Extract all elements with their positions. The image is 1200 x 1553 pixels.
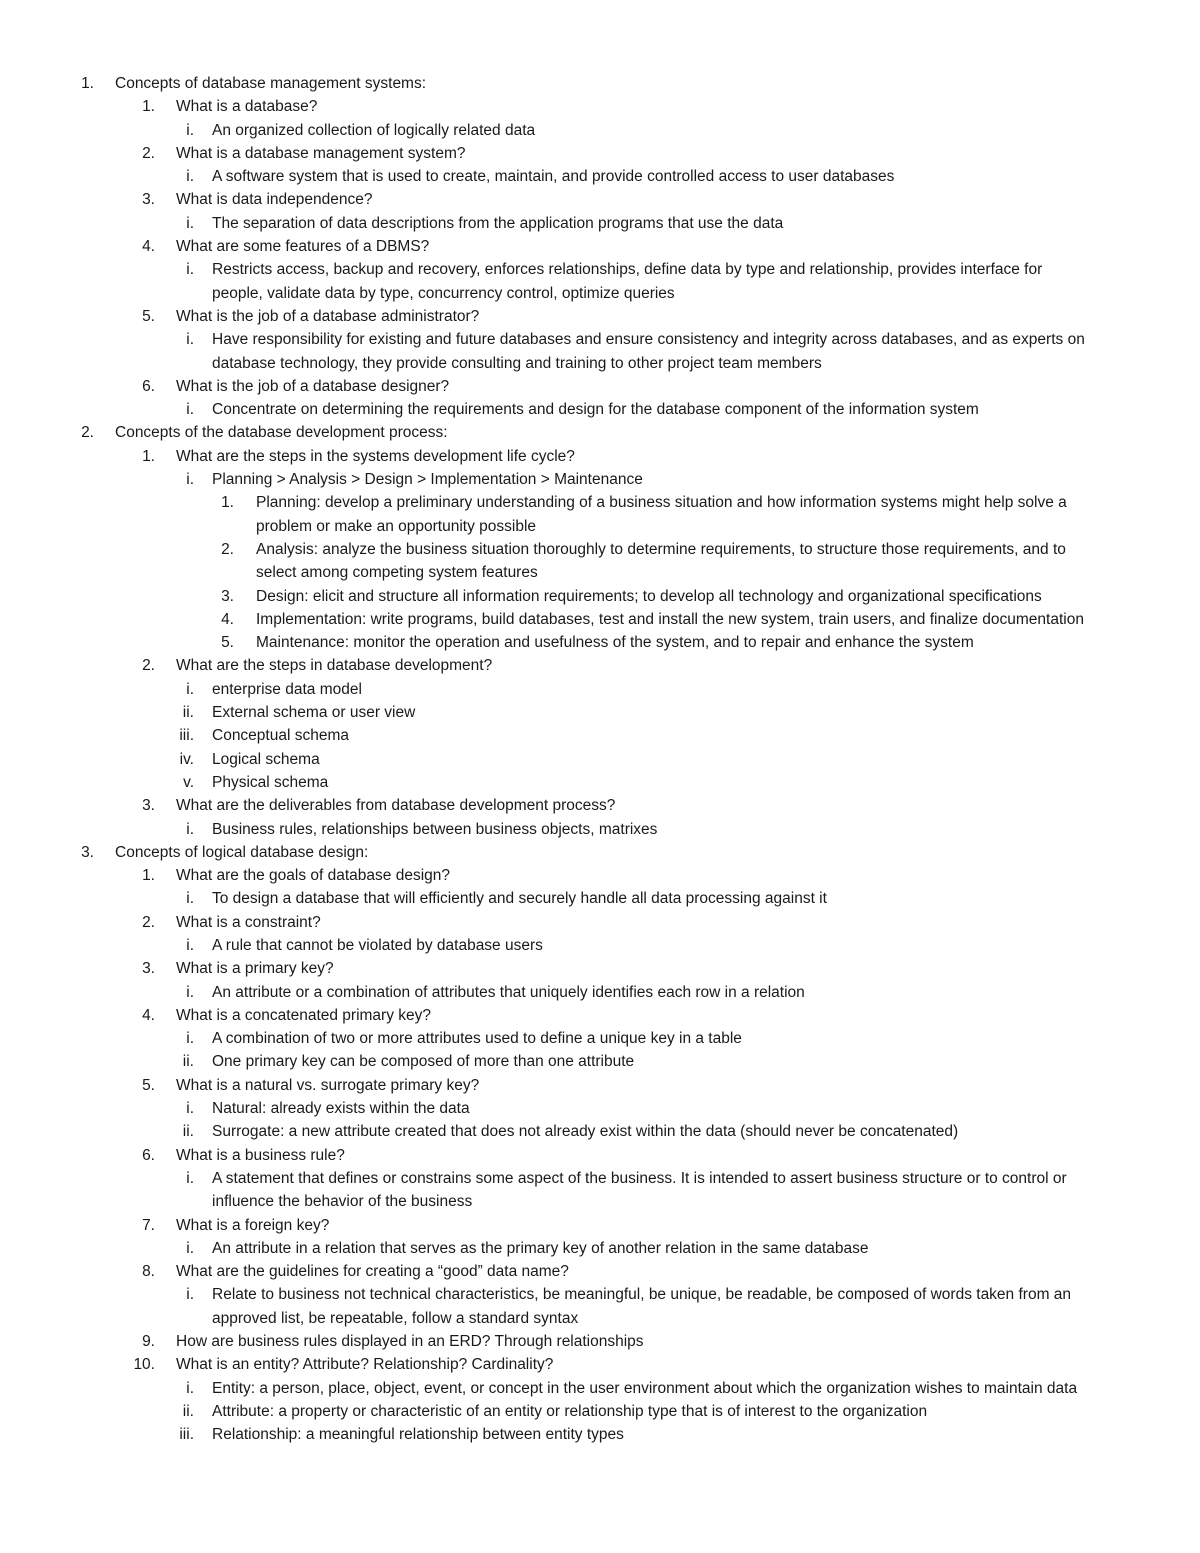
list-marker: iii. (179, 1426, 194, 1444)
list-marker: 2. (142, 657, 155, 675)
question-item-text: What are the steps in database development? (176, 657, 493, 675)
answer-item-text: External schema or user view (212, 704, 416, 722)
question-item (0, 794, 1200, 817)
list-marker: i. (186, 331, 194, 349)
answer-item (0, 1237, 1200, 1260)
sub-answer-item (0, 515, 1200, 538)
answer-item-text: people, validate data by type, concurrency control, optimize queries (212, 284, 675, 302)
list-marker: i. (186, 1100, 194, 1118)
answer-item (0, 1050, 1200, 1073)
list-marker: 3. (221, 587, 234, 605)
sub-answer-item-text: Planning: develop a preliminary understanding of a business situation and how information systems might help solve a (256, 494, 1067, 512)
answer-item-text: Planning > Analysis > Design > Implementation > Maintenance (212, 471, 643, 489)
question-item (0, 654, 1200, 677)
section-heading-text: Concepts of the database development process: (115, 424, 448, 442)
sub-answer-item (0, 538, 1200, 561)
answer-item (0, 328, 1200, 351)
answer-item-text: Attribute: a property or characteristic of an entity or relationship type that is of interest to the organization (212, 1402, 928, 1420)
question-item (0, 1074, 1200, 1097)
list-marker: 5. (142, 307, 155, 325)
sub-answer-item (0, 608, 1200, 631)
list-marker: 6. (142, 1146, 155, 1164)
list-marker: 5. (221, 634, 234, 652)
question-item-text: How are business rules displayed in an ERD? Through relationships (176, 1333, 644, 1351)
sub-answer-item (0, 631, 1200, 654)
list-marker: ii. (182, 704, 194, 722)
question-item (0, 188, 1200, 211)
answer-item-text: A rule that cannot be violated by database users (212, 936, 543, 954)
list-marker: iv. (179, 750, 194, 768)
sub-answer-item-text: Implementation: write programs, build databases, test and install the new system, train users, and finalize documentation (256, 610, 1084, 628)
answer-item-text: Physical schema (212, 773, 329, 791)
section-heading (0, 421, 1200, 444)
question-item (0, 142, 1200, 165)
answer-item-text: One primary key can be composed of more than one attribute (212, 1053, 635, 1071)
list-marker: 3. (142, 191, 155, 209)
answer-item-text: database technology, they provide consulting and training to other project team members (212, 354, 822, 372)
sub-answer-item-text: Analysis: analyze the business situation thoroughly to determine requirements, to structure those requirements, and to (256, 540, 1066, 558)
answer-item (0, 1120, 1200, 1143)
answer-item-text: Restricts access, backup and recovery, enforces relationships, define data by type and relationship, provides interface for (212, 261, 1043, 279)
list-marker: 10. (133, 1356, 155, 1374)
question-item (0, 375, 1200, 398)
answer-item (0, 1377, 1200, 1400)
answer-item (0, 119, 1200, 142)
list-marker: 2. (81, 424, 94, 442)
question-item-text: What are the goals of database design? (176, 867, 451, 885)
list-marker: 1. (142, 447, 155, 465)
list-marker: 1. (221, 494, 234, 512)
answer-item-text: enterprise data model (212, 680, 362, 698)
answer-item-text: A software system that is used to create, maintain, and provide controlled access to user databases (212, 168, 895, 186)
question-item (0, 1004, 1200, 1027)
question-item-text: What are the deliverables from database development process? (176, 797, 616, 815)
answer-item (0, 748, 1200, 771)
answer-item (0, 771, 1200, 794)
answer-item-text: Concentrate on determining the requirements and design for the database component of the information system (212, 401, 979, 419)
answer-item (0, 1400, 1200, 1423)
answer-item (0, 1167, 1200, 1190)
list-marker: 1. (81, 75, 94, 92)
list-marker: 1. (142, 98, 155, 116)
answer-item (0, 724, 1200, 747)
answer-item (0, 981, 1200, 1004)
question-item-text: What is a database management system? (176, 144, 466, 162)
list-marker: 2. (142, 144, 155, 162)
list-marker: i. (186, 1239, 194, 1257)
answer-item (0, 282, 1200, 305)
answer-item (0, 1423, 1200, 1446)
answer-item (0, 934, 1200, 957)
list-marker: i. (186, 168, 194, 186)
list-marker: i. (186, 983, 194, 1001)
question-item (0, 95, 1200, 118)
answer-item-text: Surrogate: a new attribute created that does not already exist within the data (should never be concatenated) (212, 1123, 959, 1141)
answer-item (0, 1283, 1200, 1306)
list-marker: 6. (142, 377, 155, 395)
section-heading (0, 841, 1200, 864)
answer-item-text: Conceptual schema (212, 727, 349, 745)
answer-item-text: influence the behavior of the business (212, 1193, 473, 1211)
answer-item-text: An organized collection of logically related data (212, 121, 536, 139)
question-item-text: What is an entity? Attribute? Relationship? Cardinality? (176, 1356, 554, 1374)
answer-item (0, 468, 1200, 491)
question-item (0, 1353, 1200, 1376)
answer-item (0, 818, 1200, 841)
list-marker: ii. (182, 1123, 194, 1141)
section-heading (0, 72, 1200, 95)
question-item (0, 1144, 1200, 1167)
question-item-text: What is a business rule? (176, 1146, 345, 1164)
answer-item (0, 352, 1200, 375)
list-marker: 4. (142, 1006, 155, 1024)
answer-item (0, 1190, 1200, 1213)
list-marker: 9. (142, 1333, 155, 1351)
question-item-text: What is a constraint? (176, 913, 321, 931)
list-marker: i. (186, 121, 194, 139)
answer-item-text: Relationship: a meaningful relationship between entity types (212, 1426, 624, 1444)
question-item (0, 957, 1200, 980)
answer-item-text: approved list, be repeatable, follow a standard syntax (212, 1309, 579, 1327)
question-item-text: What are some features of a DBMS? (176, 238, 430, 256)
sub-answer-item (0, 561, 1200, 584)
question-item-text: What is data independence? (176, 191, 373, 209)
answer-item (0, 398, 1200, 421)
list-marker: i. (186, 890, 194, 908)
answer-item-text: To design a database that will efficiently and securely handle all data processing against it (212, 890, 827, 908)
answer-item-text: Natural: already exists within the data (212, 1100, 470, 1118)
question-item-text: What is the job of a database administrator? (176, 307, 480, 325)
answer-item-text: An attribute in a relation that serves as the primary key of another relation in the same database (212, 1239, 869, 1257)
list-marker: i. (186, 680, 194, 698)
list-marker: v. (183, 773, 194, 791)
list-marker: i. (186, 214, 194, 232)
question-item-text: What is a concatenated primary key? (176, 1006, 432, 1024)
question-item-text: What are the steps in the systems development life cycle? (176, 447, 575, 465)
question-item (0, 445, 1200, 468)
sub-answer-item (0, 491, 1200, 514)
answer-item-text: A statement that defines or constrains some aspect of the business. It is intended to assert business structure or to control or (212, 1169, 1067, 1187)
question-item (0, 911, 1200, 934)
answer-item (0, 701, 1200, 724)
list-marker: i. (186, 1169, 194, 1187)
list-marker: 8. (142, 1263, 155, 1281)
answer-item (0, 165, 1200, 188)
sub-answer-item (0, 585, 1200, 608)
list-marker: 3. (81, 843, 94, 861)
question-item (0, 1260, 1200, 1283)
list-marker: i. (186, 1286, 194, 1304)
list-marker: i. (186, 471, 194, 489)
answer-item-text: An attribute or a combination of attributes that uniquely identifies each row in a relation (212, 983, 805, 1001)
question-item-text: What are the guidelines for creating a “good” data name? (176, 1263, 569, 1281)
list-marker: i. (186, 1379, 194, 1397)
question-item (0, 1214, 1200, 1237)
answer-item-text: A combination of two or more attributes used to define a unique key in a table (212, 1030, 742, 1048)
list-marker: 4. (221, 610, 234, 628)
list-marker: i. (186, 820, 194, 838)
question-item-text: What is a natural vs. surrogate primary key? (176, 1076, 480, 1094)
answer-item (0, 887, 1200, 910)
section-heading-text: Concepts of logical database design: (115, 843, 369, 861)
answer-item-text: Logical schema (212, 750, 320, 768)
list-marker: 3. (142, 960, 155, 978)
answer-item (0, 212, 1200, 235)
sub-answer-item-text: select among competing system features (256, 564, 538, 582)
list-marker: iii. (179, 727, 194, 745)
question-item (0, 1330, 1200, 1353)
list-marker: ii. (182, 1402, 194, 1420)
answer-item-text: Business rules, relationships between business objects, matrixes (212, 820, 658, 838)
list-marker: i. (186, 401, 194, 419)
question-item-text: What is a foreign key? (176, 1216, 330, 1234)
list-marker: 7. (142, 1216, 155, 1234)
answer-item (0, 258, 1200, 281)
answer-item-text: Relate to business not technical characteristics, be meaningful, be unique, be readable, be composed of words taken from an (212, 1286, 1072, 1304)
list-marker: ii. (182, 1053, 194, 1071)
question-item (0, 305, 1200, 328)
answer-item (0, 1097, 1200, 1120)
sub-answer-item-text: problem or make an opportunity possible (256, 517, 537, 535)
question-item-text: What is a database? (176, 98, 318, 116)
list-marker: 3. (142, 797, 155, 815)
question-item (0, 235, 1200, 258)
list-marker: i. (186, 936, 194, 954)
list-marker: 5. (142, 1076, 155, 1094)
section-heading-text: Concepts of database management systems: (115, 75, 427, 92)
question-item-text: What is the job of a database designer? (176, 377, 450, 395)
list-marker: 2. (221, 540, 234, 558)
list-marker: 2. (142, 913, 155, 931)
answer-item-text: Entity: a person, place, object, event, or concept in the user environment about which the organization wishes to maintain data (212, 1379, 1078, 1397)
answer-item (0, 1027, 1200, 1050)
sub-answer-item-text: Maintenance: monitor the operation and usefulness of the system, and to repair and enhance the system (256, 634, 974, 652)
list-marker: 4. (142, 238, 155, 256)
answer-item-text: The separation of data descriptions from the application programs that use the data (212, 214, 784, 232)
list-marker: 1. (142, 867, 155, 885)
question-item-text: What is a primary key? (176, 960, 334, 978)
question-item (0, 864, 1200, 887)
answer-item (0, 678, 1200, 701)
answer-item (0, 1307, 1200, 1330)
list-marker: i. (186, 1030, 194, 1048)
list-marker: i. (186, 261, 194, 279)
answer-item-text: Have responsibility for existing and future databases and ensure consistency and integrity across databases, and as experts on (212, 331, 1085, 349)
sub-answer-item-text: Design: elicit and structure all information requirements; to develop all technology and organizational specifications (256, 587, 1042, 605)
